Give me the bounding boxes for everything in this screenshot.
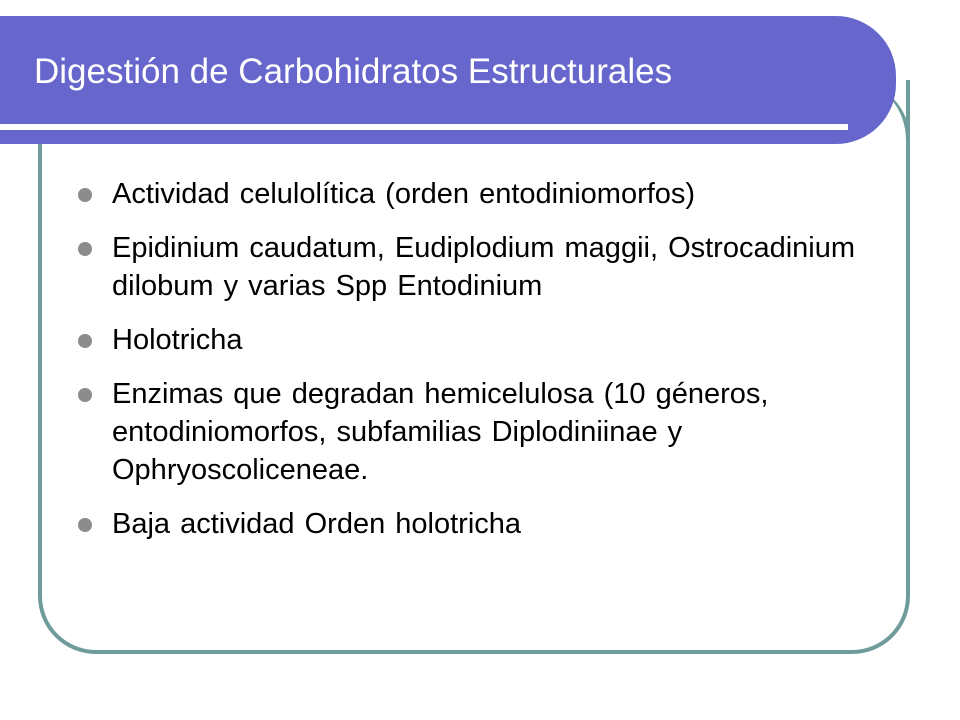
bullet-text: Enzimas que degradan hemicelulosa (10 géneros, entodiniomorfos, subfamilias Diplodiniinae y Ophryoscoliceneae.	[112, 378, 769, 486]
bullet-item	[78, 229, 868, 305]
bullet-text: Holotricha	[112, 324, 243, 356]
slide-title: Digestión de Carbohidratos Estructurales	[34, 52, 673, 91]
bullet-list	[78, 175, 868, 559]
bullet-dot-icon	[78, 334, 92, 348]
bullet-text: Epidinium caudatum, Eudiplodium maggii, Ostrocadinium dilobum y varias Spp Entodinium	[112, 232, 856, 302]
title-underline	[0, 124, 848, 130]
bullet-text: Baja actividad Orden holotricha	[112, 508, 522, 540]
bullet-item	[78, 175, 868, 213]
bullet-item	[78, 375, 868, 489]
bullet-item	[78, 321, 868, 359]
bullet-dot-icon	[78, 188, 92, 202]
bullet-dot-icon	[78, 388, 92, 402]
bullet-text: Actividad celulolítica (orden entodiniomorfos)	[112, 178, 696, 210]
bullet-item	[78, 505, 868, 543]
bullet-dot-icon	[78, 242, 92, 256]
bullet-dot-icon	[78, 518, 92, 532]
